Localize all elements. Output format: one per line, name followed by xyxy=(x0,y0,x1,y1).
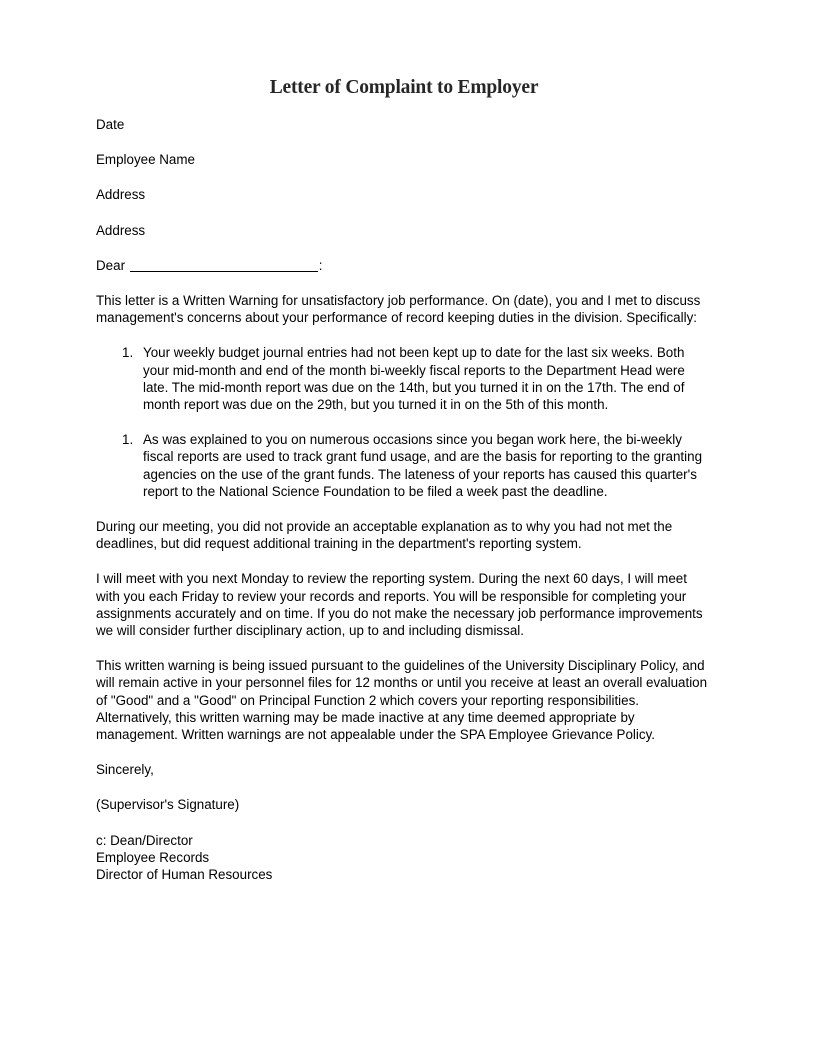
header-field-date: Date xyxy=(96,117,125,132)
header-field-address-1: Address xyxy=(96,187,146,203)
letter-body xyxy=(96,116,712,883)
salutation-blank-field[interactable] xyxy=(130,259,318,272)
cc-line: c: Dean/Director xyxy=(96,832,193,848)
cc-block xyxy=(96,832,712,884)
cc-line: Employee Records xyxy=(96,849,210,865)
list-item-text: As was explained to you on numerous occasions since you began work here, the bi-weekly fiscal reports are used to track grant fund usage, and are the basis for reporting to the granting agencies on the use of the grant funds. The lateness of your reports has caused this quarter's report to the National Science Foundation to be filed a week past the deadline. xyxy=(143,432,703,499)
salutation xyxy=(96,257,712,274)
list-item-marker: 1. xyxy=(122,345,134,361)
paragraph-improvement-plan: I will meet with you next Monday to review the reporting system. During the next 60 days, I will meet with you each Friday to review your records and reports. You will be responsible for completing your assignments accurately and on time. If you do not make the necessary job performance improvements we will consider further disciplinary action, up to and including dismissal. xyxy=(96,571,703,639)
closing-sincerely: Sincerely, xyxy=(96,762,154,778)
salutation-prefix: Dear xyxy=(96,257,126,273)
header-field-employee-name: Employee Name xyxy=(96,152,195,168)
page-title: Letter of Complaint to Employer xyxy=(269,77,539,98)
list-item-text: Your weekly budget journal entries had not been kept up to date for the last six weeks. Both your mid-month and end of the month bi-weekly fiscal reports to the Department Head were late. The mid-month report was due on the 14th, but you turned it in on the 17th. The end of month report was due on the 29th, but you turned it in on the 5th of this month. xyxy=(143,345,685,413)
cc-line: Director of Human Resources xyxy=(96,867,273,883)
list-item-marker: 1. xyxy=(122,432,134,448)
intro-paragraph: This letter is a Written Warning for unsatisfactory job performance. On (date), you and I met to discuss management's concerns about your performance of record keeping duties in the division. Specifically: xyxy=(96,293,701,326)
list-item xyxy=(96,344,712,413)
paragraph-meeting-explanation: During our meeting, you did not provide an acceptable explanation as to why you had not met the deadlines, but did request additional training in the department's reporting system. xyxy=(96,519,673,552)
list-item xyxy=(96,431,712,500)
header-field-address-2: Address xyxy=(96,222,146,238)
salutation-suffix: : xyxy=(318,257,323,273)
paragraph-policy-notice: This written warning is being issued pursuant to the guidelines of the University Disciplinary Policy, and will remain active in your personnel files for 12 months or until you receive at least an overall evaluation of "Good" and a "Good" on Principal Function 2 which covers your reporting responsibilities. Alternatively, this written warning may be made inactive at any time deemed appropriate by management. Written warnings are not appealable under the SPA Employee Grievance Policy. xyxy=(96,658,708,743)
closing-block xyxy=(96,761,712,813)
complaint-list xyxy=(96,344,712,500)
closing-signature-line: (Supervisor's Signature) xyxy=(96,797,240,813)
